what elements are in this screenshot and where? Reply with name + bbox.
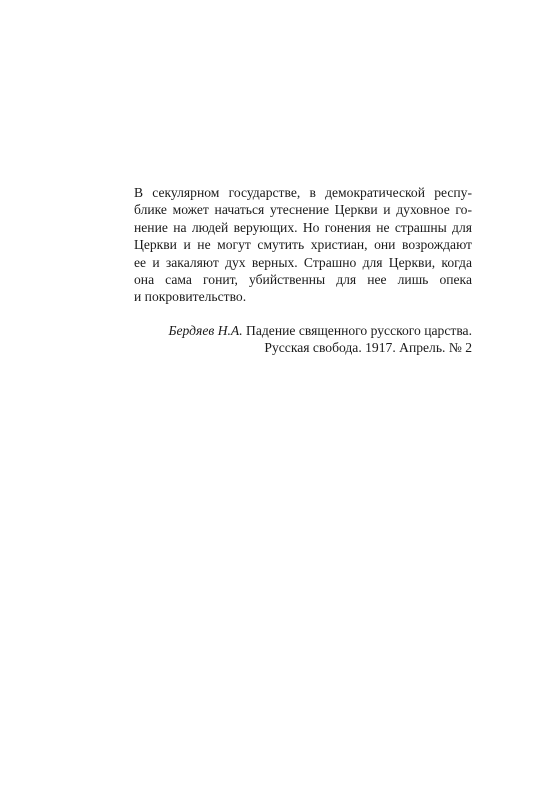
quote-line-4: Церкви и не могут смутить христиан, они возрождают xyxy=(134,237,472,253)
author-name: Бердяев Н.А. xyxy=(168,322,243,338)
epigraph-attribution xyxy=(134,322,472,357)
work-title: Падение священного русского царства. xyxy=(246,322,472,338)
quote-line-2: блике может начаться утеснение Церкви и духовное го- xyxy=(134,202,472,218)
quote-line-1: В секулярном государстве, в демократической респу- xyxy=(134,185,472,200)
quote-line-6: она сама гонит, убийственны для нее лишь опека xyxy=(134,272,472,288)
source-citation: Русская свобода. 1917. Апрель. № 2 xyxy=(264,340,472,356)
quote-line-3: нение на людей верующих. Но гонения не страшны для xyxy=(134,219,472,235)
epigraph xyxy=(134,184,472,357)
quote-line-7: и покровительство. xyxy=(134,289,247,305)
epigraph-quote xyxy=(134,184,472,306)
attribution-line-1 xyxy=(134,322,472,339)
quote-line-5: ее и закаляют дух верных. Страшно для Церкви, когда xyxy=(134,254,472,270)
